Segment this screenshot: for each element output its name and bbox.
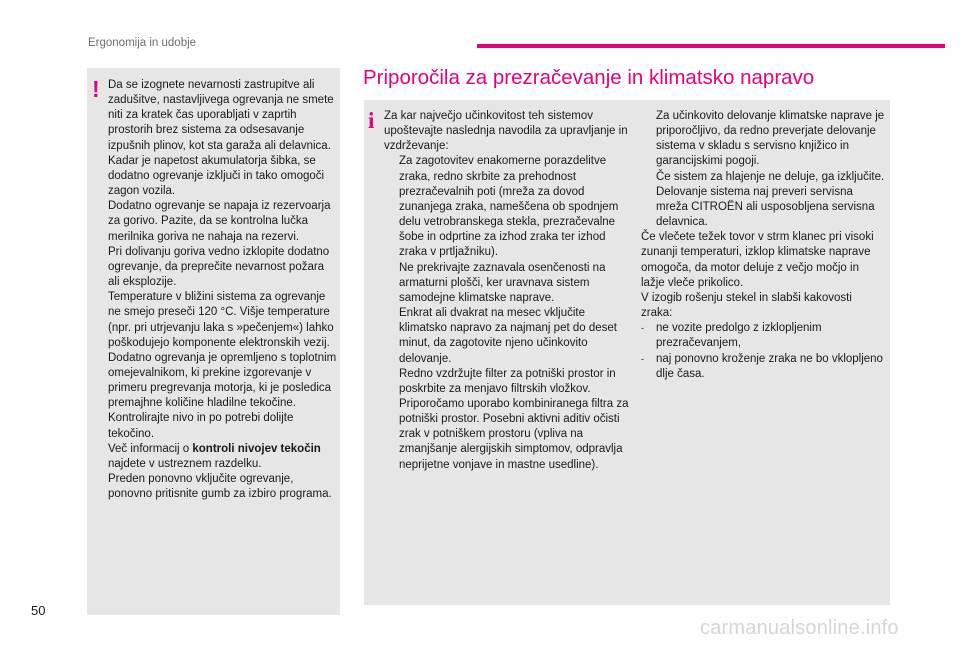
list-item-text: Ne prekrivajte zaznavala osenčenosti na armaturni plošči, ker uravnava sistem samodejne klimatske naprave. [399,261,606,304]
info-icon: i [368,108,375,133]
list-item-text: Redno vzdržujte filter za potniški prostor in poskrbite za menjavo filtrskih vložkov. Priporočamo uporabo kombiniranega filtra za potniški prostor. Posebni aktivni aditiv očisti zrak v potniškem prostoru (vpliva na zmanjšanje alergijskih simptomov, odpravlja neprijetne vonjave in mastne usedline). [399,367,629,471]
fluid-levels-reference: kontroli nivojev tekočin [192,442,321,455]
more-info-after: najdete v ustreznem razdelku. [108,457,262,470]
list-item-text: Enkrat ali dvakrat na mesec vključite klimatsko napravo za najmanj pet do deset minut, da zagotovite njeno učinkovito delovanje. [399,307,617,365]
list-item [384,261,632,306]
info-column-left [384,109,632,473]
warning-paragraph: Dodatno ogrevanja je opremljeno s toplotnim omejevalnikom, ki prekine izgorevanje v primeru pregrevanja motorja, ki je posledica premajhne količine hladilne tekočine. Kontrolirajte nivo in po potrebi dolijte tekočino. [108,351,337,440]
warning-exclamation-icon: ! [92,76,100,102]
dash-item-text: naj ponovno kroženje zraka ne bo vklopljeno dlje časa. [656,352,883,380]
warning-more-info [108,442,338,472]
info-intro: Za kar največjo učinkovitost teh sistemov upoštevajte naslednja navodila za upravljanje in vzdrževanje: [384,110,628,153]
list-item-text: Za zagotovitev enakomerne porazdelitve zraka, redno skrbite za prehodnost prezračevalnih poti (mreža za dovod zunanjega zraka, nameščena ob spodnjem delu vetrobranskega stekla, prezračevalne šobe in odprtine za izhod zraka ter izhod zraka v prtljažniku). [399,155,619,259]
list-item [641,109,885,170]
warning-paragraph: Dodatno ogrevanje se napaja iz rezervoarja za gorivo. Pazite, da se kontrolna lučka merilnika goriva ne nahaja na rezervi. [108,200,331,243]
info-column-right [641,109,885,382]
dash-icon: - [641,323,644,334]
warning-final: Preden ponovno vključite ogrevanje, ponovno pritisnite gumb za izbiro programa. [108,473,332,501]
fogging-intro: V izogib rošenju stekel in slabši kakovosti zraka: [641,291,852,320]
watermark: carmanualsonline.info [700,617,899,639]
warning-paragraph: Da se izognete nevarnosti zastrupitve ali zadušitve, nastavljivega ogrevanja ne smete niti za kratek čas uporabljati v zaprtih prostorih brez sistema za odsesavanje izpušnih plinov, kot sta garaža ali delavnica. [108,79,334,152]
page-number: 50 [31,603,46,618]
section-header-label: Ergonomija in udobje [88,37,197,49]
warning-text [108,78,338,502]
list-item [641,170,885,231]
list-item [384,367,632,473]
warning-paragraph: Temperature v bližini sistema za ogrevanje ne smejo preseči 120 °C. Višje temperature (npr. pri utrjevanju laka s »pečenjem«) lahko poškodujejo komponente elektronskih vezij. [108,291,334,349]
list-item-text: Če sistem za hlajenje ne deluje, ga izključite. Delovanje sistema naj preveri servisna mreža CITROËN ali usposobljena servisna delavnica. [656,170,885,229]
dash-item-text: ne vozite predolgo z izklopljenim prezračevanjem, [656,322,822,350]
warning-paragraph: Kadar je napetost akumulatorja šibka, se dodatno ogrevanje izključi in tako omogoči zagon vozila. [108,154,325,198]
section-title: Priporočila za prezračevanje in klimatsko napravo [363,66,815,89]
dash-icon: - [641,353,644,364]
list-item [384,154,632,260]
list-item [384,306,632,367]
header-accent-bar [477,44,945,48]
list-item-text: Za učinkovito delovanje klimatske naprave je priporočljivo, da redno preverjate delovanje sistema v skladu s servisno knjižico in garancijskimi pogoji. [656,110,885,168]
towing-text: Če vlečete težek tovor v strm klanec pri visoki zunanji temperaturi, izklop klimatske naprave omogoča, da motor deluje z večjo močjo in lažje vleče prikolico. [641,231,874,289]
warning-paragraph: Pri dolivanju goriva vedno izklopite dodatno ogrevanje, da preprečite nevarnost požara ali eksplozije. [108,245,330,289]
more-info-before: Več informacij o [108,442,193,455]
dash-item [641,321,885,351]
dash-item [641,352,885,382]
